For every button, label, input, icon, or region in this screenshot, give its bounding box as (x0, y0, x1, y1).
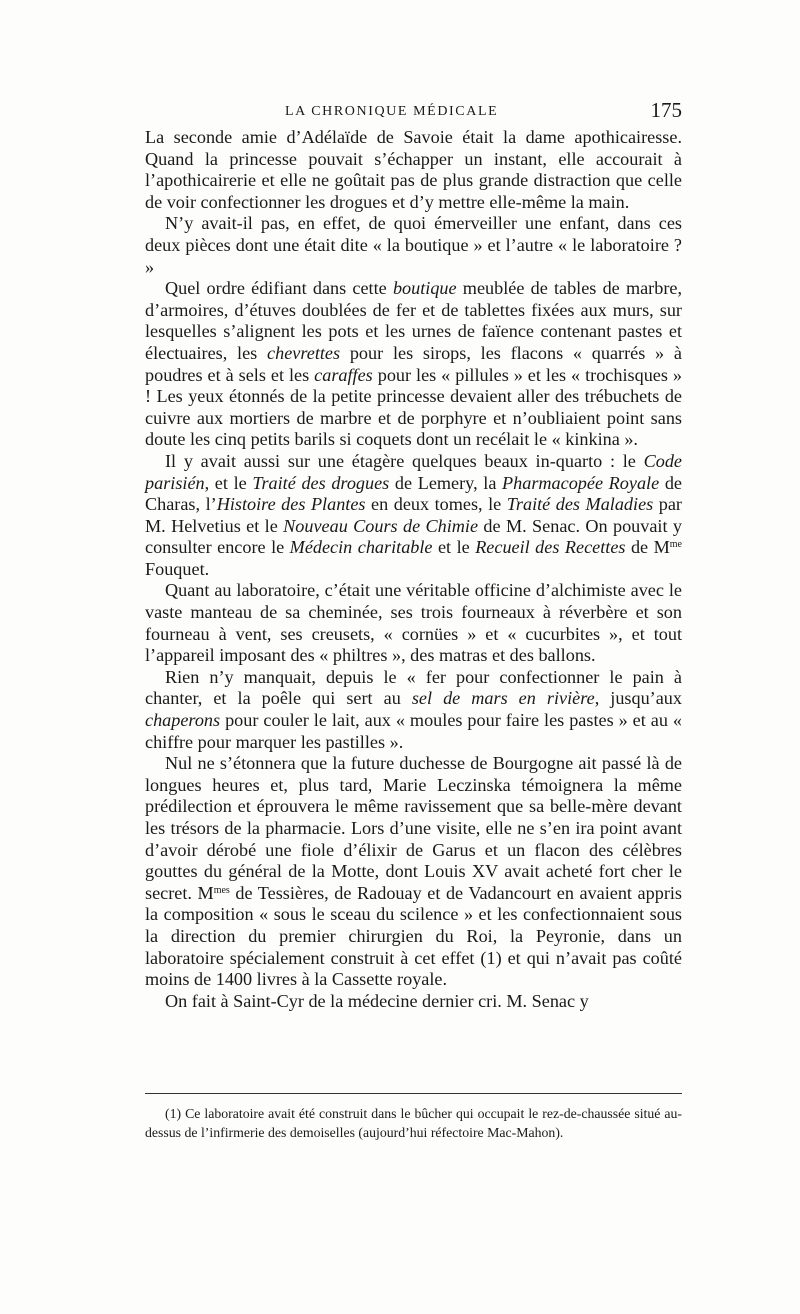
text-run: de M (625, 537, 670, 558)
text-run: Quel ordre édifiant dans cette (165, 278, 393, 299)
footnote-divider (145, 1093, 682, 1094)
italic-phrase: caraffes (314, 364, 373, 385)
page-header (145, 98, 682, 125)
paragraph (145, 451, 682, 581)
text-run: de Charas, l’ (145, 472, 682, 515)
paragraph (145, 278, 682, 451)
italic-phrase: Traité des drogues (252, 472, 390, 493)
text-run: pour couler le lait, aux « moules pour faire les pastes » et au « chiffre pour marquer les pastilles ». (145, 710, 682, 752)
text-run: On fait à Saint-Cyr de la médecine dernier cri. M. Senac y (165, 990, 589, 1011)
italic-phrase: Médecin charitable (289, 537, 433, 558)
text-run: , jusqu’aux (594, 688, 682, 709)
text-run: pour les sirops, les flacons « quarrés » à poudres et à sels et les (145, 342, 682, 385)
italic-phrase: boutique (392, 278, 457, 299)
text-run: Nul ne s’étonnera que la future duchesse de Bourgogne ait passé là de longues heures et, plus tard, Marie Leczinska témoignera la même prédilection et éprouvera le même ravissement que sa belle-mère devant les trésors de la pharmacie. Lors d’une visite, elle ne s’en ira point avant d’avoir dérobé une fiole d’élixir de Garus et un flacon des célèbres gouttes du général de la Motte, dont Louis XV avait acheté fort cher le secret. M (145, 753, 682, 903)
text-run: N’y avait-il pas, en effet, de quoi émerveiller une enfant, dans ces deux pièces dont une était dite « la boutique » et l’autre « le laboratoire ? » (145, 213, 682, 277)
superscript: me (669, 539, 682, 551)
paragraph (145, 580, 682, 666)
italic-phrase: chaperons (145, 710, 221, 731)
paragraph (145, 667, 682, 753)
italic-phrase: Traité des Maladies (506, 494, 654, 515)
text-run: Il y avait aussi sur une étagère quelques beaux in-quarto : le (165, 450, 644, 471)
text-run: de M. Senac. On pouvait y consulter encore le (145, 515, 682, 558)
text-run: pour les « pillules » et les « trochisques » ! Les yeux étonnés de la petite princesse devaient aller des trébuchets de cuivre aux mortiers de marbre et de porphyre et n’oubliaient point sans doute les cinq petits barils si coquets dont un recélait le « kinkina ». (145, 364, 682, 450)
text-run: par M. Helvetius et le (145, 494, 682, 536)
text-run: de Tessières, de Radouay et de Vadancourt en avaient appris la composition « sous le sceau du scilence » et les confectionnaient sous la direction du premier chirurgien du Roi, la Peyronie, dans un laboratoire spécialement construit à cet effet (1) et qui n’avait pas coûté moins de 1400 livres à la Cassette royale. (145, 882, 683, 990)
italic-phrase: Recueil des Recettes (475, 537, 626, 558)
paragraph (145, 753, 682, 991)
text-run: Quant au laboratoire, c’était une véritable officine d’alchimiste avec le vaste manteau de sa cheminée, ses trois fourneaux à réverbère et son fourneau à vent, ses creusets, « cornües » et « cucurbites », et tout l’appareil imposant des « philtres », des matras et des ballons. (145, 580, 682, 666)
page-number: 175 (650, 98, 682, 122)
text-run: La seconde amie d’Adélaïde de Savoie était la dame apothicairesse. Quand la princesse pouvait s’échapper un instant, elle accourait à l’apothicairerie et elle ne goûtait pas de plus grande distraction que celle de voir confectionner les drogues et d’y mettre elle-même la main. (145, 127, 682, 212)
italic-phrase: Pharmacopée Royale (502, 472, 660, 493)
text-run: Rien n’y manquait, depuis le « fer pour confectionner le pain à chanter, et la poêle qui sert au (145, 666, 682, 709)
paragraph (145, 127, 682, 213)
text-run: , et le (204, 472, 253, 493)
body-text (145, 127, 682, 1012)
text-run: en deux tomes, le (365, 494, 507, 515)
superscript: mes (213, 884, 230, 896)
text-run: Fouquet. (145, 558, 210, 579)
running-title: LA CHRONIQUE MÉDICALE (285, 104, 499, 119)
text-run: meublée de tables de marbre, d’armoires, d’étuves doublées de fer et de tablettes fixées aux murs, sur lesquelles s’alignent les pots et les urnes de faïence contenant pastes et électuaires, les (145, 278, 682, 363)
italic-phrase: Code parisién (145, 450, 682, 493)
paragraph (145, 213, 682, 278)
italic-phrase: chevrettes (267, 342, 341, 363)
paragraph (145, 991, 682, 1013)
footnote: (1) Ce laboratoire avait été construit dans le bûcher qui occupait le rez-de-chaussée situé au-dessus de l’infirmerie des demoiselles (aujourd’hui réfectoire Mac-Mahon). (145, 1106, 682, 1140)
italic-phrase: sel de mars en rivière (411, 688, 595, 709)
text-run: et le (432, 537, 476, 558)
italic-phrase: Histoire des Plantes (216, 494, 366, 515)
text-run: de Lemery, la (389, 472, 503, 493)
italic-phrase: Nouveau Cours de Chimie (283, 515, 479, 536)
